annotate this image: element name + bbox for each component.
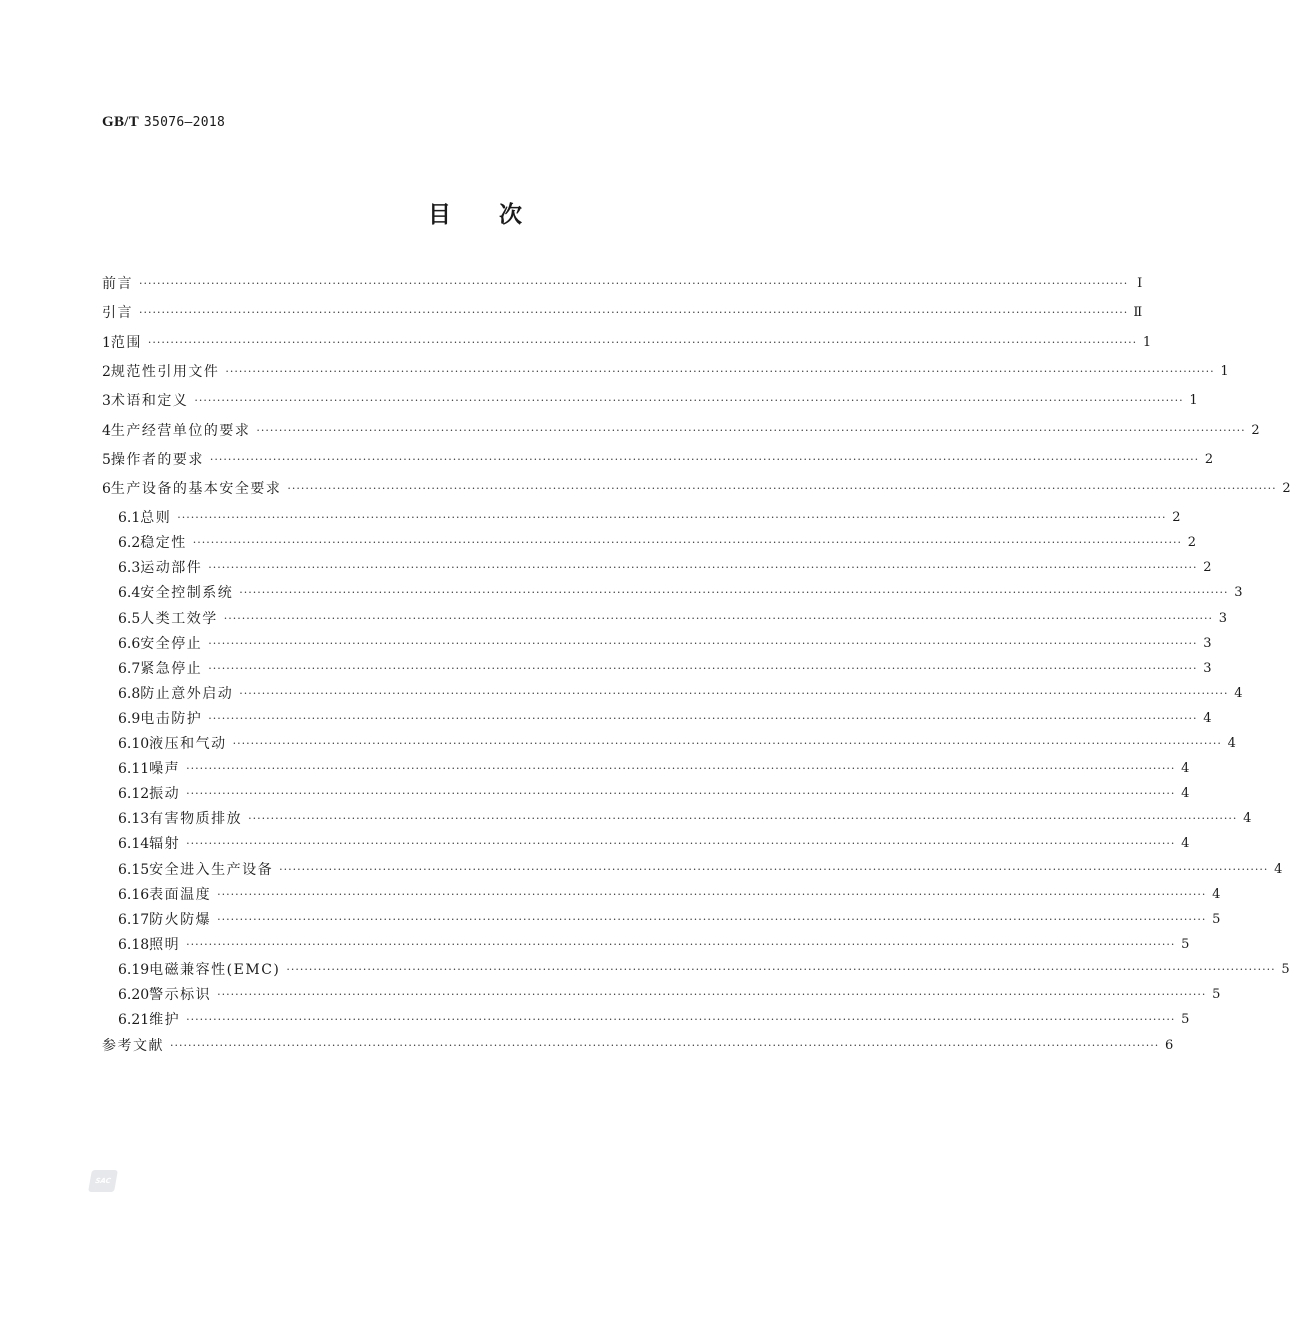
toc-entry-page: 1 — [1189, 393, 1198, 409]
toc-entry-label: 安全进入生产设备 — [149, 861, 274, 878]
toc-entry-page: Ⅰ — [1137, 276, 1143, 291]
toc-entry[interactable] — [118, 632, 1212, 656]
toc-entry-number: 6.20 — [118, 987, 150, 1003]
toc-entry-number: 6.5 — [118, 610, 141, 627]
dot-leader: ···························································································································································································································· — [186, 787, 1176, 801]
toc-entry-page: 4 — [1203, 710, 1212, 726]
toc-entry-number: 6.9 — [118, 710, 141, 727]
toc-entry-page: 4 — [1227, 736, 1236, 751]
toc-entry[interactable] — [118, 858, 1283, 882]
toc-entry-number: 6.17 — [118, 911, 150, 928]
dot-leader: ···························································································································································································································· — [194, 394, 1184, 408]
dot-leader: ···························································································································································································································· — [192, 536, 1183, 550]
toc-entry-label: 液压和气动 — [149, 736, 227, 752]
toc-entry-number: 6.12 — [118, 786, 150, 803]
toc-entry-page: 3 — [1203, 635, 1212, 651]
dot-leader: ···························································································································································································································· — [279, 862, 1269, 876]
toc-entry[interactable] — [118, 807, 1252, 831]
toc-entry-number: 6.16 — [118, 886, 150, 903]
toc-entry-label: 辐射 — [149, 836, 181, 853]
toc-entry[interactable] — [102, 448, 1214, 472]
toc-entry-number: 2 — [102, 363, 111, 380]
toc-entry-page: 2 — [1187, 535, 1197, 551]
toc-entry[interactable] — [118, 832, 1190, 856]
toc-entry-number: 6.6 — [118, 635, 141, 652]
toc-entry-label: 生产设备的基本安全要求 — [110, 481, 282, 498]
toc-entry-page: 1 — [1220, 363, 1229, 379]
toc-entry-label: 总则 — [140, 510, 172, 527]
dot-leader: ···························································································································································································································· — [248, 812, 1238, 826]
toc-entry-label: 警示标识 — [149, 987, 212, 1003]
dot-leader: ···························································································································································································································· — [286, 962, 1276, 976]
toc-entry-page: 4 — [1243, 811, 1252, 827]
toc-entry[interactable] — [118, 908, 1221, 932]
toc-entry-page: 4 — [1274, 861, 1283, 877]
toc-entry-label: 人类工效学 — [140, 610, 218, 627]
toc-entry-number: 4 — [102, 422, 111, 439]
toc-entry-number: 6.21 — [118, 1012, 150, 1029]
toc-entry-label: 范围 — [110, 334, 142, 351]
toc-entry-number: 6.11 — [118, 761, 150, 778]
toc-entry[interactable] — [118, 531, 1197, 555]
toc-entry-label: 紧急停止 — [140, 660, 203, 677]
toc-entry[interactable] — [102, 301, 1143, 325]
toc-entry-label: 生产经营单位的要求 — [110, 422, 251, 439]
toc-entry-page: 2 — [1203, 560, 1212, 576]
dot-leader: ···························································································································································································································· — [232, 737, 1222, 750]
toc-entry-number: 6.19 — [118, 961, 150, 978]
toc-entry-page: 3 — [1203, 660, 1212, 676]
toc-entry-label: 安全停止 — [140, 635, 203, 652]
toc-entry[interactable] — [118, 607, 1228, 631]
toc-entry[interactable] — [118, 657, 1212, 681]
toc-entry[interactable] — [102, 389, 1198, 413]
dot-leader: ···························································································································································································································· — [186, 937, 1176, 951]
toc-entry-number: 3 — [102, 393, 111, 410]
toc-entry-label: 稳定性 — [140, 535, 187, 552]
toc-entry-page: 2 — [1172, 510, 1181, 526]
toc-entry-number: 6.8 — [118, 685, 141, 702]
standard-number: 35076—2018 — [143, 115, 226, 130]
toc-entry-label: 参考文献 — [102, 1037, 164, 1054]
sac-logo — [88, 1170, 118, 1192]
dot-leader: ···························································································································································································································· — [209, 452, 1200, 466]
toc-entry-page: 2 — [1251, 422, 1260, 438]
toc-entry-label: 操作者的要求 — [110, 451, 204, 468]
toc-entry[interactable] — [118, 707, 1212, 731]
logo-text: SAC — [94, 1177, 112, 1185]
dot-leader: ···························································································································································································································· — [170, 1038, 1160, 1052]
dot-leader: ···························································································································································································································· — [186, 762, 1176, 776]
toc-entry-number: 6.7 — [118, 660, 141, 677]
toc-entry[interactable] — [118, 782, 1190, 806]
dot-leader: ···························································································································································································································· — [139, 277, 1129, 290]
toc-entry-number: 6.3 — [118, 560, 141, 577]
toc-entry-page: 1 — [1142, 334, 1152, 350]
toc-entry-label: 维护 — [149, 1012, 181, 1029]
title-char-1: 目 — [428, 202, 451, 228]
dot-leader: ···························································································································································································································· — [208, 661, 1198, 675]
toc-entry-label: 规范性引用文件 — [110, 363, 220, 380]
page-title — [0, 196, 950, 229]
toc-entry-page: 3 — [1234, 585, 1243, 601]
dot-leader: ···························································································································································································································· — [223, 611, 1214, 625]
toc-entry-page: 4 — [1212, 886, 1221, 902]
toc-entry-page: 2 — [1204, 451, 1214, 467]
toc-entry[interactable] — [118, 732, 1236, 756]
toc-entry[interactable] — [102, 1034, 1174, 1058]
toc-entry[interactable] — [118, 757, 1190, 781]
toc-entry-page: 4 — [1181, 786, 1190, 802]
standard-header — [102, 114, 225, 131]
toc-entry-label: 运动部件 — [140, 560, 203, 577]
toc-entry-label: 有害物质排放 — [149, 811, 243, 828]
toc-entry-label: 前言 — [102, 276, 133, 292]
dot-leader: ···························································································································································································································· — [256, 423, 1246, 437]
toc-entry-number: 6.14 — [118, 836, 150, 853]
standard-prefix: GB/T — [102, 114, 140, 130]
toc-entry[interactable] — [118, 883, 1221, 907]
toc-entry[interactable] — [102, 360, 1229, 384]
toc-entry-label: 安全控制系统 — [140, 585, 234, 602]
toc-entry-number: 6.1 — [118, 510, 141, 527]
dot-leader: ···························································································································································································································· — [139, 306, 1129, 320]
dot-leader: ···························································································································································································································· — [239, 586, 1229, 600]
toc-entry-label: 照明 — [149, 936, 181, 953]
dot-leader: ···························································································································································································································· — [208, 636, 1198, 650]
toc-entry-label: 表面温度 — [149, 886, 212, 903]
toc-entry[interactable] — [102, 419, 1260, 443]
toc-entry-number: 6.13 — [118, 811, 150, 828]
dot-leader: ···························································································································································································································· — [208, 711, 1198, 725]
toc-entry[interactable] — [118, 958, 1290, 982]
toc-entry-label: 电磁兼容性(EMC) — [149, 961, 281, 978]
toc-entry-label: 振动 — [149, 786, 181, 803]
toc-entry-label: 噪声 — [149, 761, 181, 778]
toc-entry-number: 6.10 — [118, 736, 150, 752]
toc-entry-label: 术语和定义 — [110, 393, 189, 410]
toc-entry-page: 3 — [1218, 610, 1228, 626]
toc-entry-page: 4 — [1181, 836, 1190, 852]
toc-entry-page: 5 — [1212, 987, 1221, 1002]
dot-leader: ···························································································································································································································· — [186, 1013, 1176, 1027]
toc-entry-label: 防止意外启动 — [140, 685, 234, 702]
toc-entry[interactable] — [102, 477, 1291, 501]
toc-entry-label: 电击防护 — [140, 710, 203, 727]
toc-entry[interactable] — [118, 581, 1243, 605]
toc-entry-label: 防火防爆 — [149, 911, 212, 928]
dot-leader: ···························································································································································································································· — [239, 686, 1229, 700]
toc-entry-number: 6.15 — [118, 861, 150, 878]
toc-entry[interactable] — [102, 331, 1152, 355]
toc-entry-number: 6.4 — [118, 585, 141, 602]
toc-entry-page: 5 — [1281, 961, 1290, 977]
dot-leader: ···························································································································································································································· — [287, 482, 1277, 496]
toc-entry[interactable] — [118, 933, 1190, 957]
dot-leader: ···························································································································································································································· — [217, 988, 1207, 1001]
toc-entry-page: 4 — [1234, 685, 1243, 701]
dot-leader: ···························································································································································································································· — [177, 511, 1167, 525]
toc-entry[interactable] — [118, 556, 1212, 580]
toc-entry-page: Ⅱ — [1133, 305, 1143, 321]
toc-entry-page: 2 — [1282, 481, 1291, 497]
toc-entry-number: 6.18 — [118, 936, 150, 953]
toc-entry-page: 4 — [1181, 761, 1190, 777]
toc-entry-number: 5 — [102, 451, 111, 468]
toc-entry-page: 5 — [1212, 911, 1221, 927]
toc-entry-label: 引言 — [102, 305, 133, 322]
dot-leader: ···························································································································································································································· — [225, 364, 1215, 378]
dot-leader: ···························································································································································································································· — [186, 837, 1176, 851]
toc-entry-page: 6 — [1164, 1037, 1174, 1053]
title-char-2: 次 — [499, 202, 522, 228]
toc-entry-page: 5 — [1181, 1012, 1190, 1028]
toc-entry-page: 5 — [1181, 936, 1190, 952]
toc-entry-number: 6.2 — [118, 535, 141, 552]
dot-leader: ···························································································································································································································· — [217, 912, 1207, 926]
toc-entry[interactable] — [118, 983, 1221, 1007]
dot-leader: ···························································································································································································································· — [217, 887, 1207, 901]
toc-entry[interactable] — [102, 272, 1143, 296]
toc-entry-number: 6 — [102, 481, 111, 498]
toc-entry[interactable] — [118, 506, 1181, 530]
dot-leader: ···························································································································································································································· — [208, 561, 1198, 575]
toc-entry[interactable] — [118, 1008, 1190, 1032]
toc-entry[interactable] — [118, 682, 1243, 706]
toc-entry-number: 1 — [102, 334, 111, 351]
dot-leader: ···························································································································································································································· — [147, 335, 1138, 349]
